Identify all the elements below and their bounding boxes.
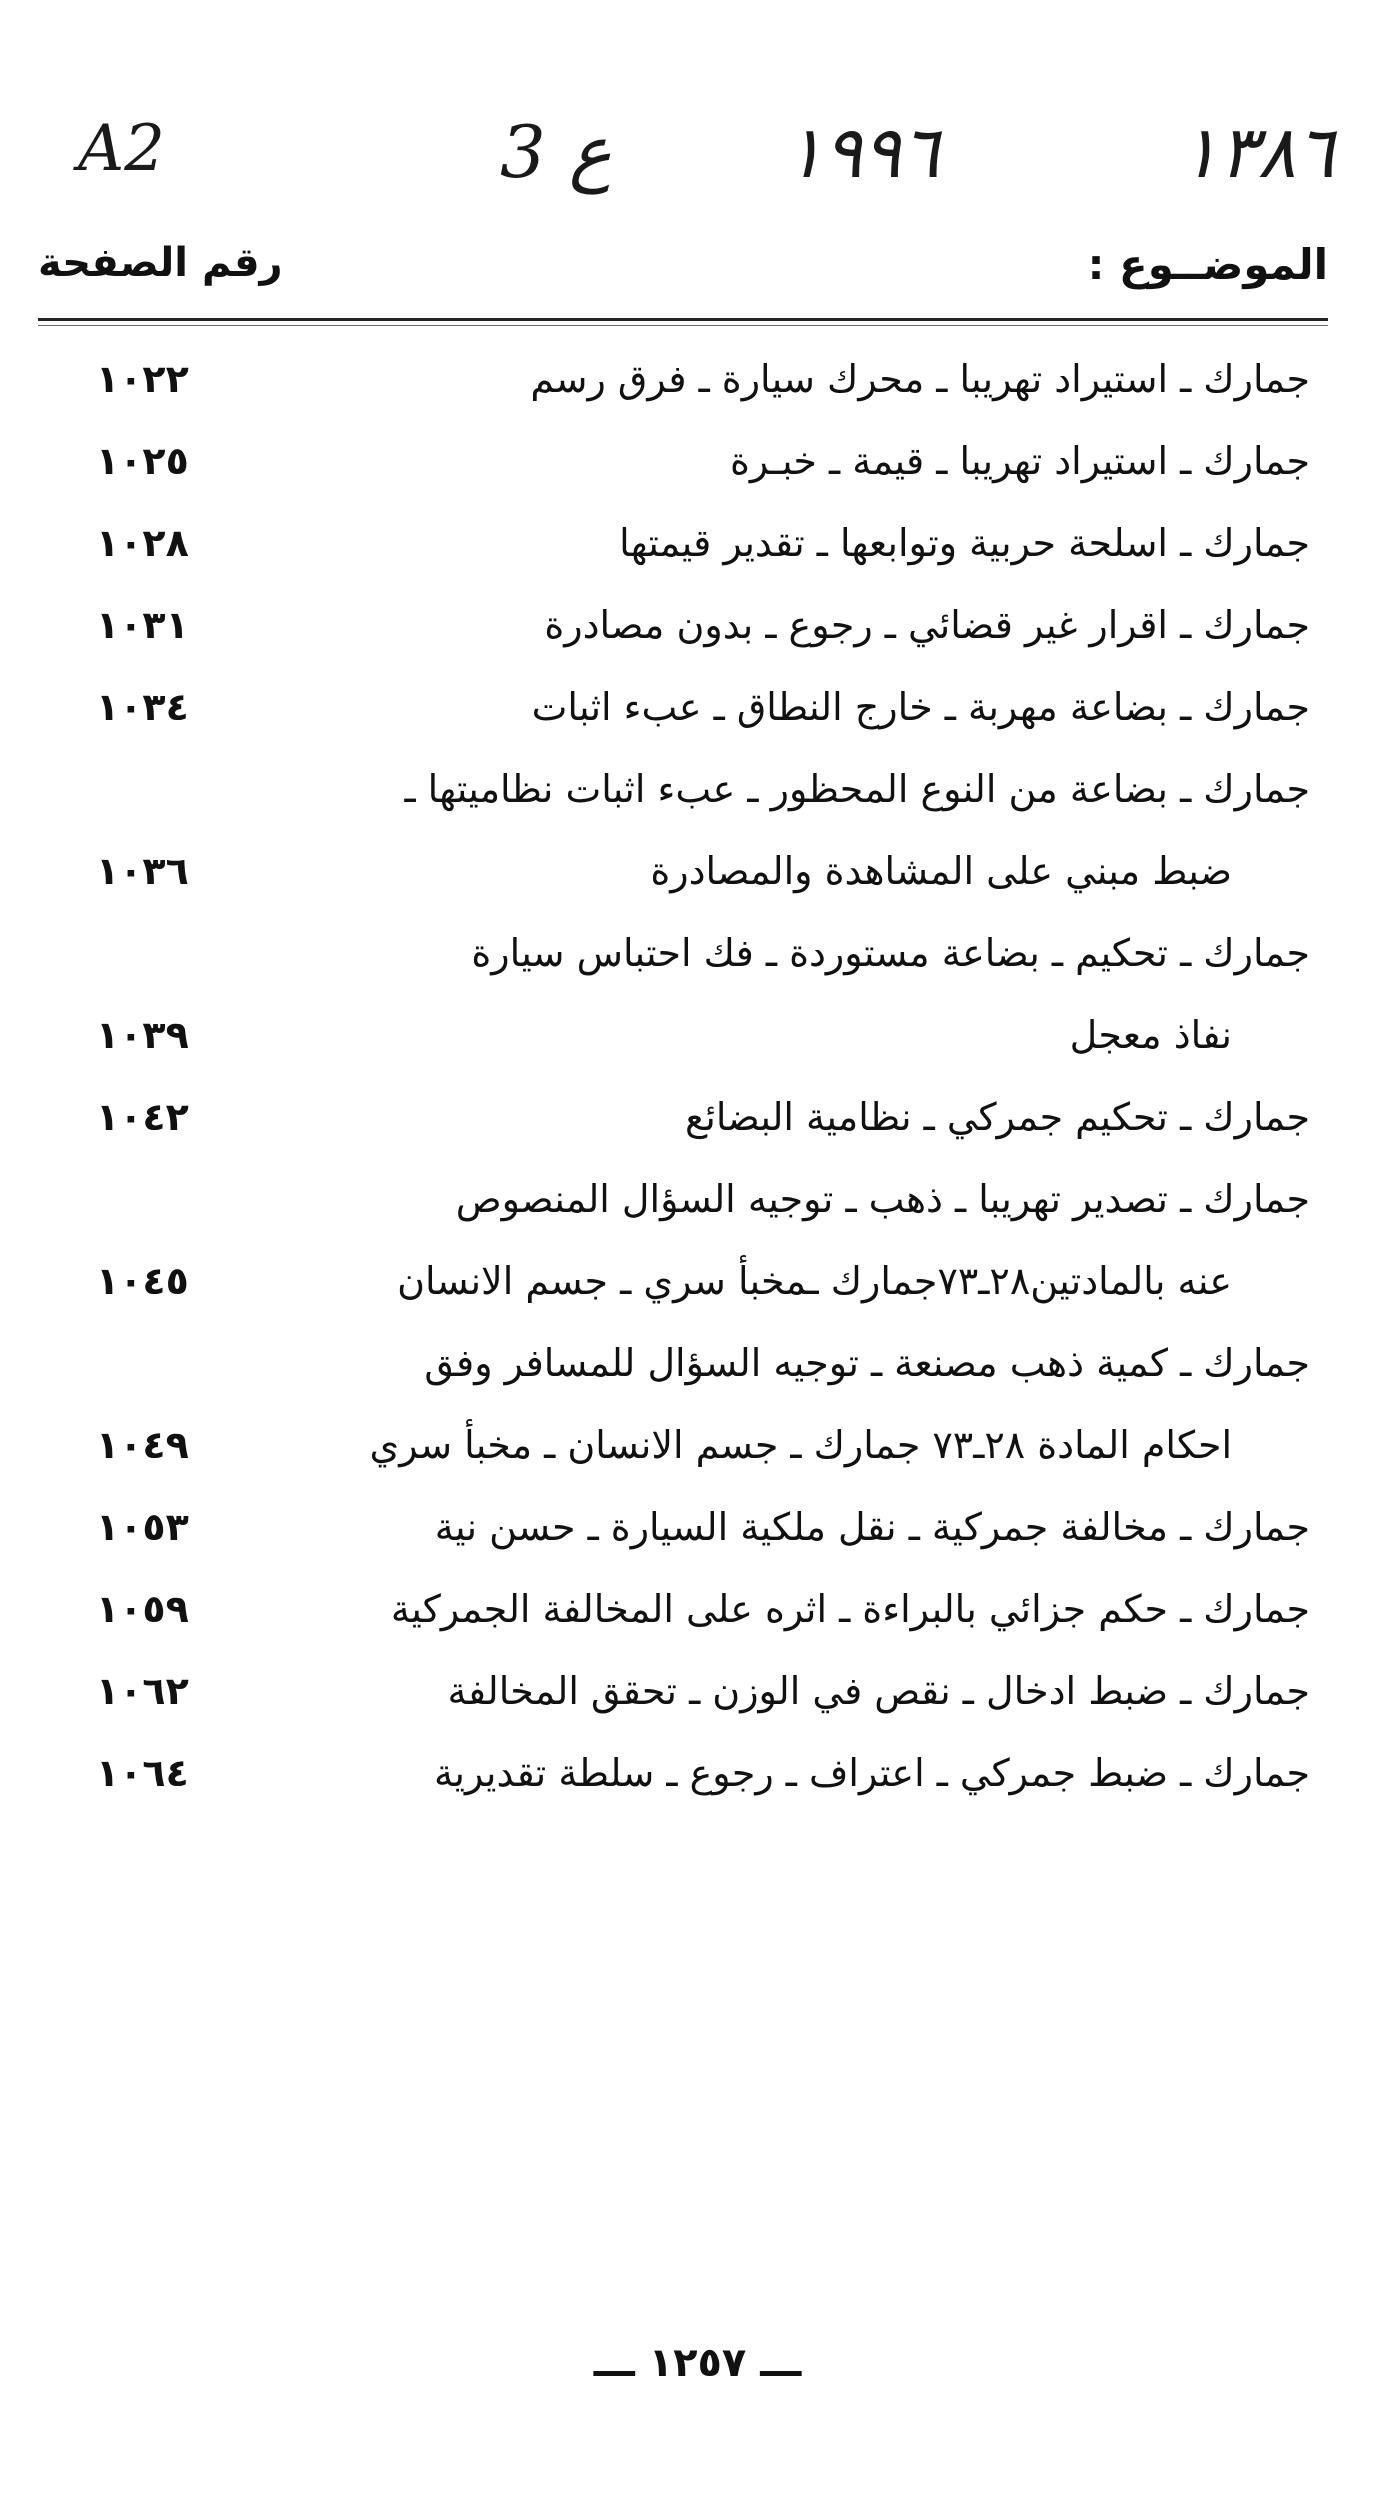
entry-page: ١٠٥٩	[96, 1587, 189, 1631]
entry-page: ١٠٢٨	[96, 521, 189, 565]
index-entry	[60, 673, 1310, 755]
index-entry	[60, 427, 1310, 509]
entry-page: ١٠٤٥	[96, 1259, 189, 1303]
handwritten-note-a: A2	[78, 112, 165, 186]
header-rule	[38, 318, 1328, 321]
entry-text: جمارك ـ ضبط جمركي ـ اعتراف ـ رجوع ـ سلطة تقديرية	[434, 1751, 1310, 1795]
entry-page: ١٠٣٩	[96, 1013, 189, 1057]
entry-page: ١٠٢٢	[96, 357, 189, 401]
entry-text: جمارك ـ حكم جزائي بالبراءة ـ اثره على المخالفة الجمركية	[390, 1587, 1310, 1631]
header-rule-thin	[38, 325, 1328, 326]
entry-text: جمارك ـ اسلحة حربية وتوابعها ـ تقدير قيمتها	[619, 521, 1310, 565]
entry-page: ١٠٥٣	[96, 1505, 189, 1549]
entry-page: ١٠٣٦	[96, 849, 189, 893]
entry-text: جمارك ـ بضاعة مهربة ـ خارج النطاق ـ عبء اثبات	[531, 685, 1310, 729]
entry-text: جمارك ـ ضبط ادخال ـ نقص في الوزن ـ تحقق المخالفة	[447, 1669, 1310, 1713]
column-headers	[38, 240, 1328, 310]
index-entry	[60, 1739, 1310, 1821]
index-entries	[60, 345, 1310, 1821]
index-entry-continuation	[60, 837, 1310, 919]
entry-page: ١٠٤٢	[96, 1095, 189, 1139]
index-entry	[60, 1083, 1310, 1165]
entry-text: جمارك ـ بضاعة من النوع المحظور ـ عبء اثبات نظاميتها ـ	[404, 767, 1310, 811]
entry-text: احكام المادة ٢٨ـ٧٣ جمارك ـ جسم الانسان ـ مخبأ سري	[369, 1423, 1232, 1467]
entry-page: ١٠٣٤	[96, 685, 189, 729]
index-entry-continuation	[60, 1001, 1310, 1083]
entry-page: ١٠٤٩	[96, 1423, 189, 1467]
entry-text: جمارك ـ كمية ذهب مصنعة ـ توجيه السؤال للمسافر وفق	[424, 1341, 1310, 1385]
entry-page: ١٠٦٤	[96, 1751, 189, 1795]
entry-text: جمارك ـ استيراد تهريبا ـ قيمة ـ خبـرة	[729, 439, 1310, 483]
entry-text: جمارك ـ مخالفة جمركية ـ نقل ملكية السيارة ـ حسن نية	[434, 1505, 1310, 1549]
index-entry	[60, 1329, 1310, 1411]
page-footer-number: ـــ ١٢٥٧ ـــ	[593, 2340, 802, 2386]
entry-page: ١٠٣١	[96, 603, 189, 647]
index-entry	[60, 1165, 1310, 1247]
index-entry-continuation	[60, 1247, 1310, 1329]
index-entry	[60, 1575, 1310, 1657]
entry-text: جمارك ـ تصدير تهريبا ـ ذهب ـ توجيه السؤال المنصوص	[455, 1177, 1310, 1221]
index-entry	[60, 919, 1310, 1001]
handwritten-year: ١٩٩٦	[785, 110, 940, 194]
entry-text: جمارك ـ تحكيم ـ بضاعة مستوردة ـ فك احتباس سيارة	[471, 931, 1310, 975]
entry-text: جمارك ـ اقرار غير قضائي ـ رجوع ـ بدون مصادرة	[544, 603, 1310, 647]
index-entry-continuation	[60, 1411, 1310, 1493]
entry-text: ضبط مبني على المشاهدة والمصادرة	[650, 849, 1232, 893]
handwritten-note-b: 3 ع	[500, 110, 612, 194]
index-entry	[60, 755, 1310, 837]
index-entry	[60, 1657, 1310, 1739]
index-entry	[60, 345, 1310, 427]
entry-page: ١٠٦٢	[96, 1669, 189, 1713]
entry-page: ١٠٢٥	[96, 439, 189, 483]
subject-header: الموضــوع :	[1087, 240, 1328, 289]
entry-text: عنه بالمادتين٢٨ـ٧٣جمارك ـمخبأ سري ـ جسم الانسان	[397, 1259, 1232, 1303]
page-number-header: رقم الصفحة	[38, 240, 283, 286]
entry-text: جمارك ـ تحكيم جمركي ـ نظامية البضائع	[685, 1095, 1310, 1139]
index-entry	[60, 1493, 1310, 1575]
entry-text: نفاذ معجل	[1069, 1013, 1232, 1057]
entry-text: جمارك ـ استيراد تهريبا ـ محرك سيارة ـ فرق رسم	[530, 357, 1310, 401]
index-entry	[60, 509, 1310, 591]
handwritten-hijri-year: ١٣٨٦	[1180, 110, 1335, 194]
index-entry	[60, 591, 1310, 673]
